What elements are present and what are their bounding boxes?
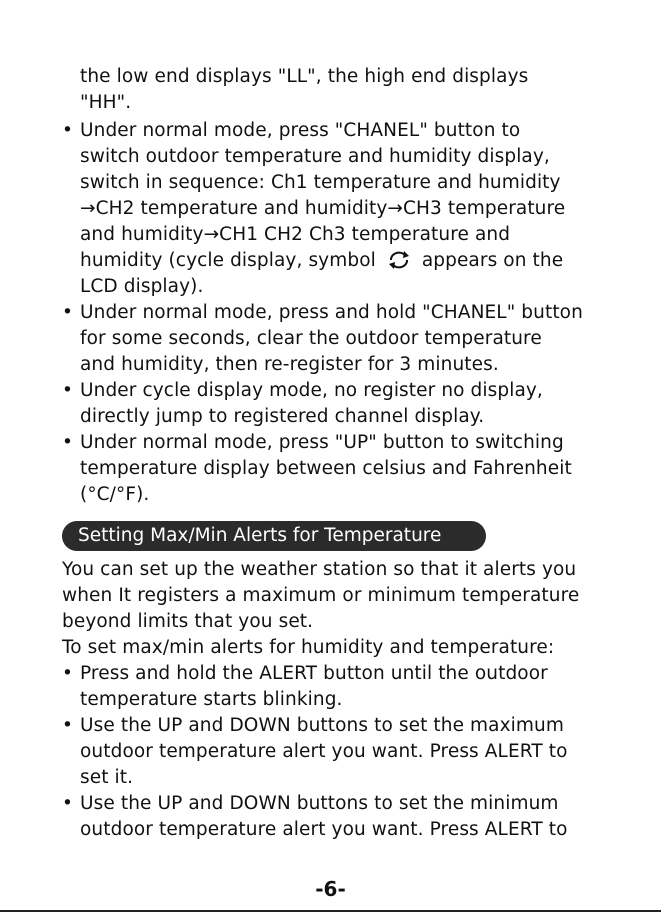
text-line: outdoor temperature alert you want. Press ALERT to xyxy=(80,741,568,762)
text-line: the low end displays "LL", the high end displays xyxy=(80,66,529,87)
text-line: beyond limits that you set. xyxy=(62,611,314,632)
text-line: Under normal mode, press and hold "CHANEL" button xyxy=(80,302,583,323)
text-line: set it. xyxy=(80,767,134,788)
text-line: switch outdoor temperature and humidity display, xyxy=(80,146,550,167)
text-segment: humidity (cycle display, symbol xyxy=(80,250,376,271)
bullet-marker: • xyxy=(62,663,73,684)
bottom-rule xyxy=(0,910,661,912)
text-line: LCD display). xyxy=(80,276,204,297)
text-line-with-icon xyxy=(80,248,563,274)
page-number: -6- xyxy=(315,877,346,901)
text-line: Use the UP and DOWN buttons to set the maximum xyxy=(80,715,564,736)
text-line: temperature starts blinking. xyxy=(80,689,343,710)
text-line: To set max/min alerts for humidity and temperature: xyxy=(62,637,555,658)
text-line: switch in sequence: Ch1 temperature and humidity xyxy=(80,172,561,193)
text-line: outdoor temperature alert you want. Press ALERT to xyxy=(80,819,568,840)
text-line: and humidity→CH1 CH2 Ch3 temperature and xyxy=(80,224,511,245)
bullet-marker: • xyxy=(62,302,73,323)
bullet-marker: • xyxy=(62,793,73,814)
text-line: and humidity, then re-register for 3 minutes. xyxy=(80,354,499,375)
cycle-arrows-icon xyxy=(386,250,412,270)
text-line: Under cycle display mode, no register no display, xyxy=(80,380,543,401)
text-line: You can set up the weather station so that it alerts you xyxy=(62,559,577,580)
text-line: (°C/°F). xyxy=(80,484,150,505)
text-line: Use the UP and DOWN buttons to set the minimum xyxy=(80,793,559,814)
text-line: Under normal mode, press "CHANEL" button to xyxy=(80,120,521,141)
text-line: for some seconds, clear the outdoor temperature xyxy=(80,328,542,349)
text-line: Press and hold the ALERT button until the outdoor xyxy=(80,663,548,684)
text-line: →CH2 temperature and humidity→CH3 temperature xyxy=(80,198,566,219)
text-line: "HH". xyxy=(80,92,132,113)
bullet-marker: • xyxy=(62,432,73,453)
text-line: directly jump to registered channel display. xyxy=(80,406,485,427)
text-line: Under normal mode, press "UP" button to switching xyxy=(80,432,564,453)
text-segment: appears on the xyxy=(421,250,564,271)
bullet-marker: • xyxy=(62,715,73,736)
bullet-marker: • xyxy=(62,120,73,141)
bullet-marker: • xyxy=(62,380,73,401)
section-heading: Setting Max/Min Alerts for Temperature xyxy=(78,525,442,546)
text-line: when It registers a maximum or minimum temperature xyxy=(62,585,580,606)
text-line: temperature display between celsius and Fahrenheit xyxy=(80,458,572,479)
